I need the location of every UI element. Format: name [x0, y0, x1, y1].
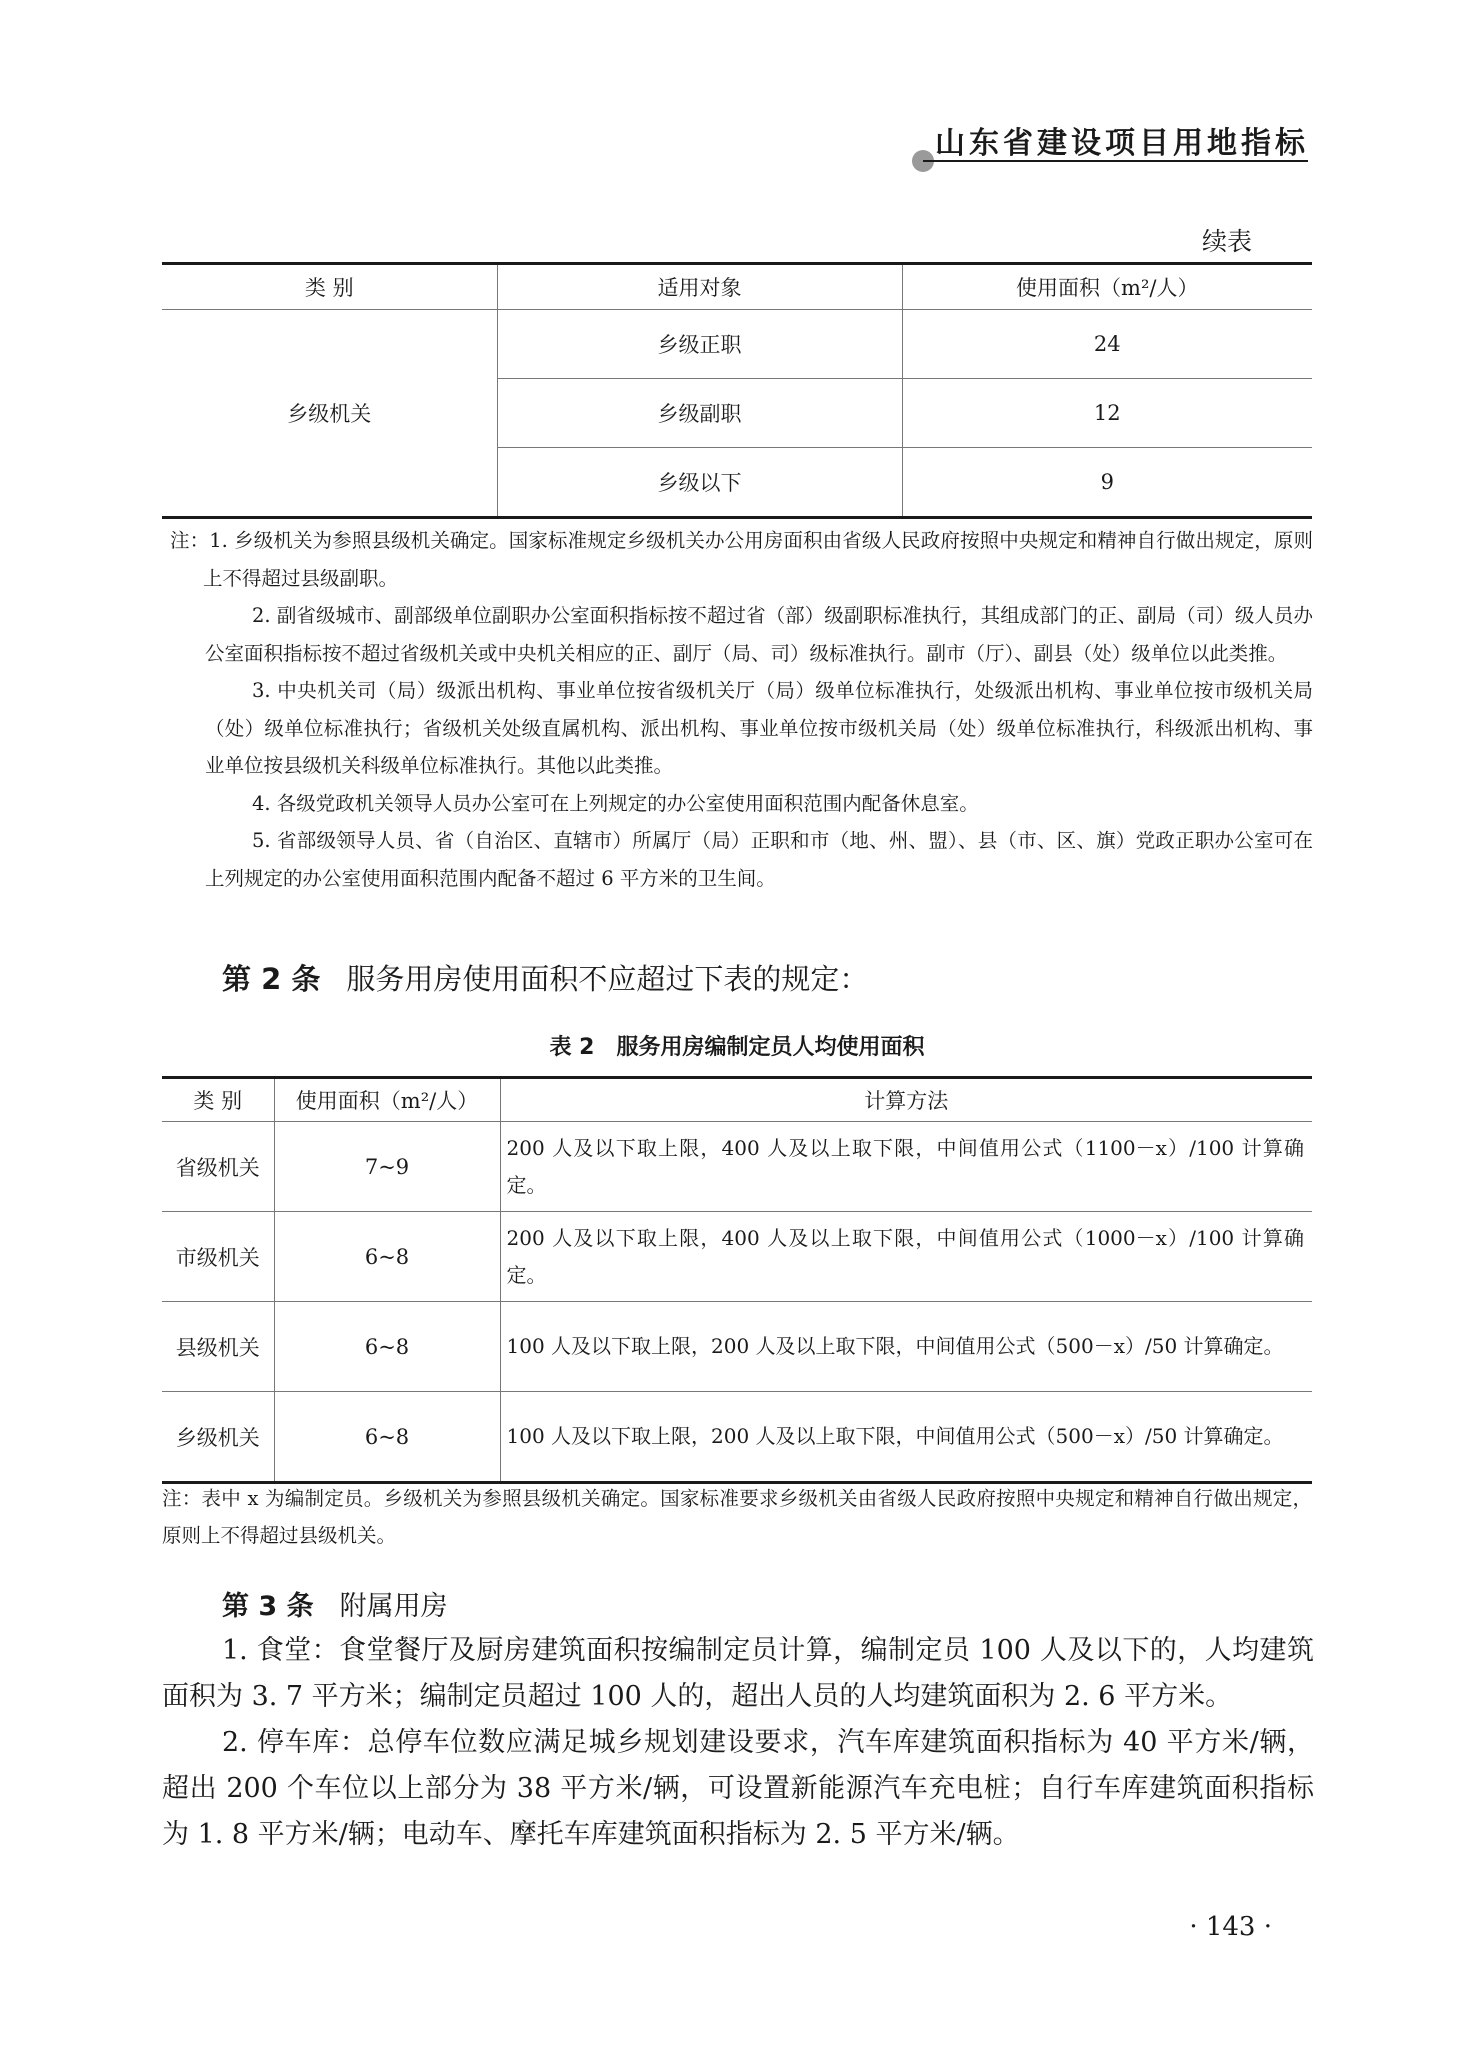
article-number: 第 3 条 — [222, 1591, 314, 1622]
header-object: 适用对象 — [497, 264, 902, 310]
table-service-area — [162, 1076, 1312, 1484]
area-cell: 12 — [902, 379, 1312, 448]
table1-notes — [170, 522, 1313, 897]
table-row — [162, 1212, 1312, 1302]
object-cell: 乡级以下 — [497, 448, 902, 518]
header-area: 使用面积（m²/人） — [274, 1078, 500, 1122]
paragraph: 2. 停车库：总停车位数应满足城乡规划建设要求，汽车库建筑面积指标为 40 平方米/辆，超出 200 个车位以上部分为 38 平方米/辆，可设置新能源汽车充电桩；自行车库建筑面积指标为 1. 8 平方米/辆；电动车、摩托车库建筑面积指标为 2. 5 平方米/辆。 — [162, 1727, 1314, 1850]
table-row — [162, 310, 1312, 379]
category-cell: 县级机关 — [162, 1302, 274, 1392]
article-2-heading — [222, 957, 868, 998]
table-row — [162, 1392, 1312, 1483]
note-item: 5. 省部级领导人员、省（自治区、直辖市）所属厅（局）正职和市（地、州、盟）、县（市、区、旗）党政正职办公室可在上列规定的办公室使用面积范围内配备不超过 6 平方米的卫生间。 — [205, 829, 1313, 890]
table-header-row — [162, 264, 1312, 310]
category-cell: 乡级机关 — [162, 310, 497, 518]
table2-note — [162, 1480, 1312, 1554]
table-header-row — [162, 1078, 1312, 1122]
header-category: 类 别 — [162, 1078, 274, 1122]
area-cell: 6~8 — [274, 1302, 500, 1392]
category-cell: 市级机关 — [162, 1212, 274, 1302]
method-cell: 200 人及以下取上限，400 人及以上取下限，中间值用公式（1100－x）/100 计算确定。 — [500, 1122, 1312, 1212]
table-office-area-continued — [162, 262, 1312, 519]
continued-label: 续表 — [1201, 227, 1252, 256]
running-header-title: 山东省建设项目用地指标 — [935, 126, 1309, 161]
area-cell: 6~8 — [274, 1392, 500, 1483]
header-method: 计算方法 — [500, 1078, 1312, 1122]
article-3-body — [162, 1628, 1314, 1858]
object-cell: 乡级副职 — [497, 379, 902, 448]
article-3-heading — [222, 1584, 448, 1623]
table-row — [162, 1302, 1312, 1392]
article-text: 服务用房使用面积不应超过下表的规定： — [346, 962, 869, 996]
note-item: 3. 中央机关司（局）级派出机构、事业单位按省级机关厅（局）级单位标准执行，处级派出机构、事业单位按市级机关局（处）级单位标准执行；省级机关处级直属机构、派出机构、事业单位按市级机关局（处）级单位标准执行，科级派出机构、事业单位按县级机关科级单位标准执行。其他以此类推。 — [205, 679, 1313, 777]
header-area: 使用面积（m²/人） — [902, 264, 1312, 310]
article-number: 第 2 条 — [222, 962, 321, 996]
category-cell: 乡级机关 — [162, 1392, 274, 1483]
area-cell: 7~9 — [274, 1122, 500, 1212]
category-cell: 省级机关 — [162, 1122, 274, 1212]
note-item: 注：1. 乡级机关为参照县级机关确定。国家标准规定乡级机关办公用房面积由省级人民政府按照中央规定和精神自行做出规定，原则上不得超过县级副职。 — [170, 529, 1313, 590]
area-cell: 6~8 — [274, 1212, 500, 1302]
article-text: 附属用房 — [339, 1591, 448, 1622]
page-number: · 143 · — [1189, 1912, 1272, 1942]
method-cell: 100 人及以下取上限，200 人及以上取下限，中间值用公式（500－x）/50 计算确定。 — [500, 1392, 1312, 1483]
note-item: 注：表中 x 为编制定员。乡级机关为参照县级机关确定。国家标准要求乡级机关由省级人民政府按照中央规定和精神自行做出规定，原则上不得超过县级机关。 — [162, 1487, 1312, 1547]
note-item: 4. 各级党政机关领导人员办公室可在上列规定的办公室使用面积范围内配备休息室。 — [252, 791, 979, 815]
paragraph: 1. 食堂：食堂餐厅及厨房建筑面积按编制定员计算，编制定员 100 人及以下的，人均建筑面积为 3. 7 平方米；编制定员超过 100 人的，超出人员的人均建筑面积为 2. 6 平方米。 — [162, 1635, 1314, 1712]
note-item: 2. 副省级城市、副部级单位副职办公室面积指标按不超过省（部）级副职标准执行，其组成部门的正、副局（司）级人员办公室面积指标按不超过省级机关或中央机关相应的正、副厅（局、司）级标准执行。副市（厅）、副县（处）级单位以此类推。 — [205, 604, 1313, 665]
table-row — [162, 1122, 1312, 1212]
object-cell: 乡级正职 — [497, 310, 902, 379]
area-cell: 9 — [902, 448, 1312, 518]
method-cell: 200 人及以下取上限，400 人及以上取下限，中间值用公式（1000－x）/100 计算确定。 — [500, 1212, 1312, 1302]
method-cell: 100 人及以下取上限，200 人及以上取下限，中间值用公式（500－x）/50 计算确定。 — [500, 1302, 1312, 1392]
header-category: 类 别 — [162, 264, 497, 310]
table2-caption: 表 2 服务用房编制定员人均使用面积 — [549, 1035, 925, 1060]
area-cell: 24 — [902, 310, 1312, 379]
